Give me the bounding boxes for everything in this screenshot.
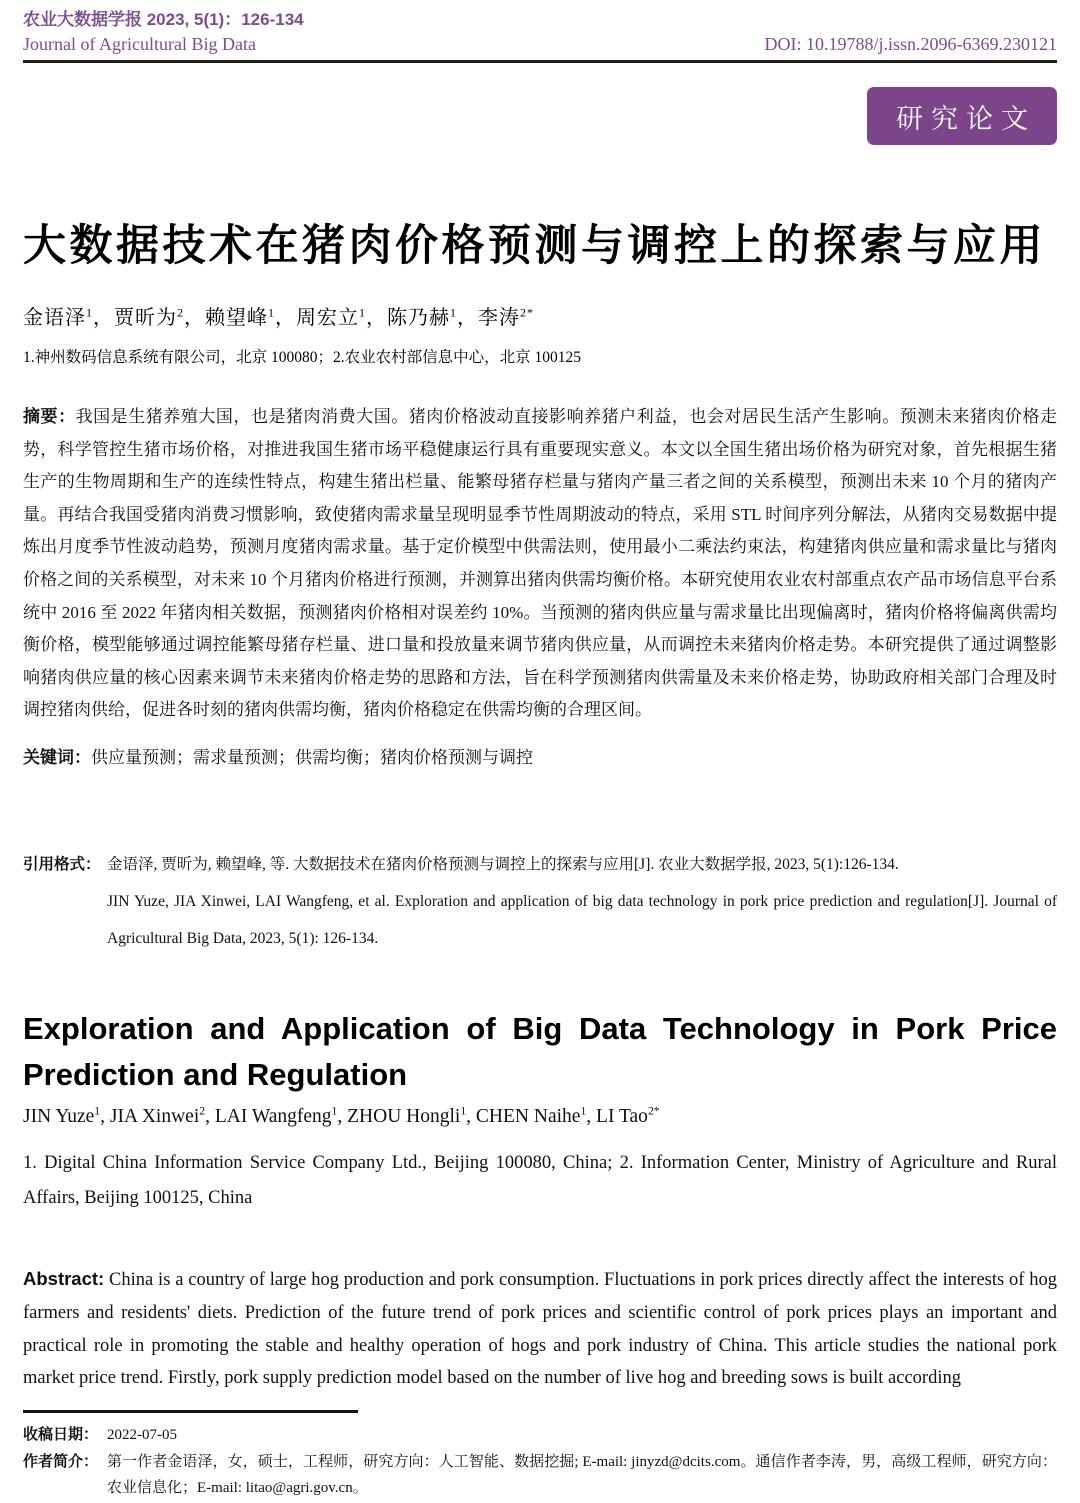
author-list-en: JIN Yuze$^1$, JIA Xinwei$^2$, LAI Wangfeng$^1$, ZHOU Hongli$^1$, CHEN Naihe$^1$, LI Tao$^{2*}$	[23, 1104, 660, 1127]
citation-body	[107, 846, 1057, 957]
journal-name-en: Journal of Agricultural Big Data	[23, 34, 256, 54]
journal-header-row	[23, 32, 1057, 57]
article-type-badge: 研究论文	[867, 87, 1057, 145]
abstract-label-en: Abstract:	[23, 1268, 105, 1289]
footnote-block	[23, 1410, 1057, 1502]
footnote-divider	[23, 1410, 358, 1413]
keywords-text-zh: 供应量预测；需求量预测；供需均衡；猪肉价格预测与调控	[91, 747, 533, 767]
received-date-label: 收稿日期：	[23, 1426, 99, 1443]
citation-block	[23, 846, 1057, 957]
citation-label: 引用格式：	[23, 856, 101, 873]
article-title-zh: 大数据技术在猪肉价格预测与调控上的探索与应用	[23, 222, 1046, 270]
citation-en: JIN Yuze, JIA Xinwei, LAI Wangfeng, et al. Exploration and application of big data technology in pork price prediction and regulation[J]. Journal of Agricultural Big Data, 2023, 5(1): 126-134.	[107, 893, 1057, 947]
received-date-value: 2022-07-05	[107, 1427, 177, 1443]
affiliations-en: 1. Digital China Information Service Company Ltd., Beijing 100080, China; 2. Information Center, Ministry of Agriculture and Rural Affairs, Beijing 100125, China	[23, 1153, 1057, 1208]
abstract-zh	[23, 401, 1057, 775]
article-title-en: Exploration and Application of Big Data Technology in Pork Price Prediction and Regulation	[23, 1011, 1057, 1092]
doi-text: DOI: 10.19788/j.issn.2096-6369.230121	[764, 34, 1057, 54]
abstract-text-en: China is a country of large hog production and pork consumption. Fluctuations in pork prices directly affect the interests of hog farmers and residents' diets. Prediction of the future trend of pork prices and scientific control of pork prices plays an important and practical role in promoting the stable and healthy operation of hogs and pork industry of China. This article studies the national pork market price trend. Firstly, pork supply prediction model based on the number of live hog and breeding sows is built according	[23, 1270, 1058, 1389]
keywords-zh	[23, 742, 1057, 775]
journal-header	[23, 8, 1057, 63]
author-bio-label: 作者简介：	[23, 1452, 99, 1470]
author-bio-text: 第一作者金语泽，女，硕士，工程师，研究方向：人工智能、数据挖掘; E-mail: jinyzd@dcits.com。通信作者李涛，男，高级工程师，研究方向：农业信息化；E-mail: litao@agri.gov.cn。	[107, 1453, 1057, 1496]
author-list-zh: 金语泽$^1$，贾昕为$^2$，赖望峰$^1$，周宏立$^1$，陈乃赫$^1$，李涛$^{2*}$	[23, 305, 534, 329]
affiliations-zh: 1.神州数码信息系统有限公司，北京 100080；2.农业农村部信息中心，北京 100125	[23, 349, 582, 366]
journal-name-zh: 农业大数据学报 2023, 5(1)：126-134	[23, 10, 304, 29]
citation-zh: 金语泽, 贾昕为, 赖望峰, 等. 大数据技术在猪肉价格预测与调控上的探索与应用[J]. 农业大数据学报, 2023, 5(1):126-134.	[107, 856, 899, 873]
received-date-row	[23, 1422, 1057, 1449]
author-bio-row	[23, 1449, 1057, 1502]
abstract-text-zh: 我国是生猪养殖大国，也是猪肉消费大国。猪肉价格波动直接影响养猪户利益，也会对居民生活产生影响。预测未来猪肉价格走势，科学管控生猪市场价格，对推进我国生猪市场平稳健康运行具有重要现实意义。本文以全国生猪出场价格为研究对象，首先根据生猪生产的生物周期和生产的连续性特点，构建生猪出栏量、能繁母猪存栏量与猪肉产量三者之间的关系模型，预测出未来 10 个月的猪肉产量。再结合我国受猪肉消费习惯影响，致使猪肉需求量呈现明显季节性周期波动的特点，采用 STL 时间序列分解法，从猪肉交易数据中提炼出月度季节性波动趋势，预测月度猪肉需求量。基于定价模型中供需法则，使用最小二乘法约束法，构建猪肉供应量和需求量比与猪肉价格之间的关系模型，对未来 10 个月猪肉价格进行预测，并测算出猪肉供需均衡价格。本研究使用农业农村部重点农产品市场信息平台系统中 2016 至 2022 年猪肉相关数据，预测猪肉价格相对误差约 10%。当预测的猪肉供应量与需求量比出现偏离时，猪肉价格将偏离供需均衡价格，模型能够通过调控能繁母猪存栏量、进口量和投放量来调节猪肉供应量，从而调控未来猪肉价格走势。本研究提供了通过调整影响猪肉供应量的核心因素来调节未来猪肉价格走势的思路和方法，旨在科学预测猪肉供需量及未来价格走势，协助政府相关部门合理及时调控猪肉供给，促进各时刻的猪肉供需均衡，猪肉价格稳定在供需均衡的合理区间。	[23, 407, 1058, 720]
abstract-en	[23, 1263, 1057, 1395]
abstract-zh-paragraph	[23, 401, 1057, 727]
keywords-label-zh: 关键词：	[23, 747, 91, 767]
abstract-label-zh: 摘要：	[23, 407, 76, 426]
